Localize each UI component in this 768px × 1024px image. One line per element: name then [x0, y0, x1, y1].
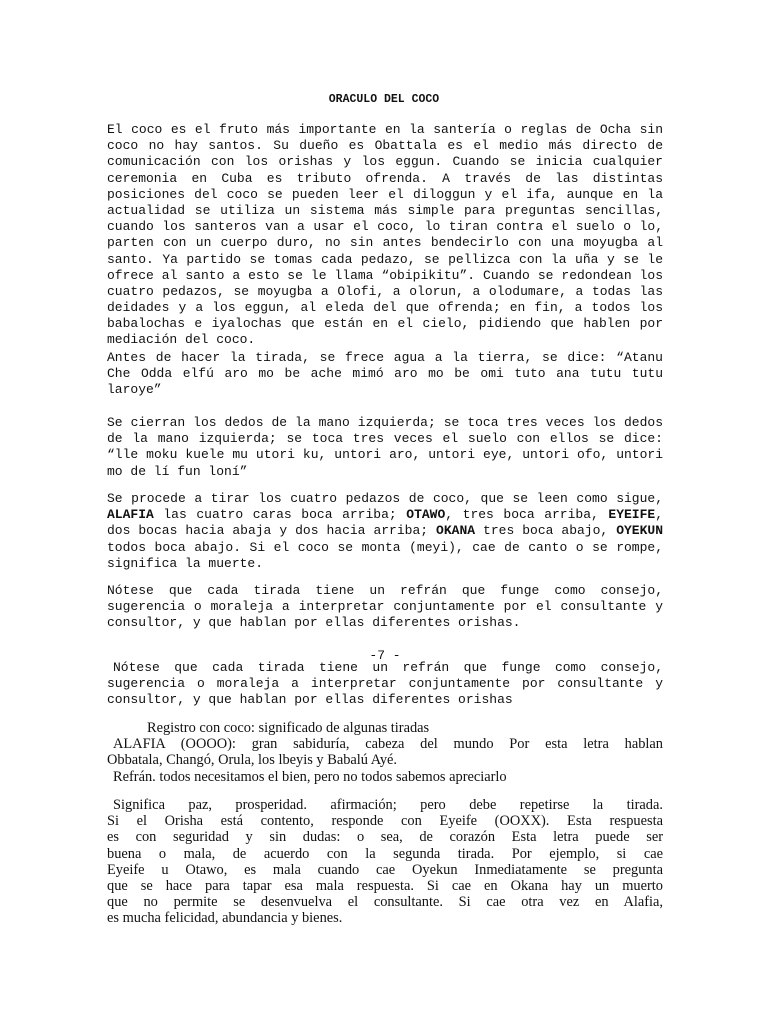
paragraph-dedos: [107, 415, 663, 480]
text-line: significa la muerte.: [107, 555, 264, 571]
text-line: sugerencia o moraleja a interpretar conjuntamente por consultante y: [107, 676, 663, 692]
text-line: ALAFIA las cuatro caras boca arriba; OTAWO, tres boca arriba, EYEIFE,: [107, 507, 663, 523]
text-line: Se procede a tirar los cuatro pedazos de coco, que se leen como sigue,: [107, 491, 663, 506]
alafia-line: Obbatala, Changó, Orula, los lbeyis y Babalú Ayé.: [107, 752, 398, 769]
text-line: Eyeife u Otawo, es mala cuando cae Oyekun Inmediatamente se pregunta: [107, 861, 663, 878]
text-line: Si el Orisha está contento, responde con Eyeife (OOXX). Esta respuesta: [107, 813, 663, 830]
text-line: parten con un cuerpo duro, no sin antes bendecirlo con una moyugba al: [107, 235, 663, 251]
text-line: es mucha felicidad, abundancia y bienes.: [107, 910, 343, 927]
text-line: coco no hay santos. Su dueño es Obattala es el medio más directo de: [107, 138, 663, 154]
text-line: deidades y a los eggun, al eleda del que ofrenda; en fin, a todos los: [107, 300, 663, 316]
text-line: Nótese que cada tirada tiene un refrán que funge como consejo,: [113, 660, 663, 675]
text-line: Significa paz, prosperidad. afirmación; pero debe repetirse la tirada.: [113, 797, 663, 813]
paragraph-refran: [107, 583, 663, 632]
text-line: ceremonia en Cuba es tributo ofrenda. A través de las distintas: [107, 170, 663, 186]
text-line: laroye”: [107, 382, 162, 398]
term-oyekun: OYEKUN: [616, 523, 663, 539]
text-line: El coco es el fruto más importante en la santería o reglas de Ocha sin: [107, 122, 663, 137]
term-otawo: OTAWO: [406, 507, 446, 523]
paragraph-refran-repeat: [107, 660, 663, 709]
text-line: “lle moku kuele mu utori ku, untori aro, untori eye, untori ofo, untori: [107, 447, 663, 463]
text-line: comunicación con los orishas y los eggun. Cuando se inicia cualquier: [107, 154, 663, 170]
text-line: sugerencia o moraleja a interpretar conjuntamente por el consultante y: [107, 599, 663, 615]
text-line: cuatro pedazos, se moyugba a Olofi, a olorun, a olodumare, a todas las: [107, 283, 663, 299]
registro-section: [107, 720, 663, 785]
text-line: que se hace para tapar esa mala respuesta. Si cae en Okana hay un muerto: [107, 877, 663, 894]
text-line: que no permite se desenvuelva el consultante. Si cae otra vez en Alafia,: [107, 894, 663, 911]
registro-heading: Registro con coco: significado de algunas tiradas: [147, 720, 430, 736]
paragraph-tirada: [107, 350, 663, 399]
text-line: actualidad se utiliza un sistema más simple para preguntas sencillas,: [107, 202, 663, 218]
text-line: posiciones del coco se pueden leer el diloggun y el ifa, aunque en la: [107, 186, 663, 202]
text-line: consultor, y que hablan por ellas diferentes orishas: [107, 692, 513, 708]
text-line: Antes de hacer la tirada, se frece agua a la tierra, se dice: “Atanu: [107, 350, 663, 365]
text-line: Se cierran los dedos de la mano izquierda; se toca tres veces los dedos: [107, 415, 663, 430]
paragraph-pedazos: [107, 491, 663, 572]
text-line: dos bocas hacia abaja y dos hacia arriba; OKANA tres boca abajo, OYEKUN: [107, 523, 663, 539]
page-title: ORACULO DEL COCO: [328, 93, 440, 106]
text-line: mo de lí fun loní”: [107, 463, 248, 479]
term-alafia: ALAFIA: [107, 507, 154, 523]
text-line: Nótese que cada tirada tiene un refrán que funge como consejo,: [107, 583, 663, 598]
text-line: todos boca abajo. Si el coco se monta (meyi), cae de canto o se rompe,: [107, 539, 663, 555]
term-okana: OKANA: [436, 523, 476, 539]
term-eyeife: EYEIFE: [608, 507, 656, 523]
text-line: babalochas e iyalochas que están en el cielo, pidiendo que hablen por: [107, 316, 663, 332]
text-line: es con seguridad y sin dudas: o sea, de corazón Esta letra puede ser: [107, 829, 663, 846]
refran-line: Refrán. todos necesitamos el bien, pero no todos sabemos apreciarlo: [113, 768, 507, 785]
text-line: consultor, y que hablan por ellas diferentes orishas.: [107, 615, 521, 631]
text-line: mediación del coco.: [107, 332, 256, 348]
text-line: cuando los santeros van a usar el coco, lo tiran contra el suelo o lo,: [107, 219, 663, 235]
text-line: ofrece al santo a esto se le llama “obipikitu”. Cuando se redondean los: [107, 267, 663, 283]
page-number: -7 -: [369, 648, 401, 663]
alafia-line: ALAFIA (OOOO): gran sabiduría, cabeza del mundo Por esta letra hablan: [113, 736, 663, 753]
text-line: santo. Ya partido se tomas cada pedazo, se pellizca con la uña y se le: [107, 251, 663, 267]
paragraph-intro: [107, 122, 663, 349]
text-line: de la mano izquierda; se toca tres veces el suelo con ellos se dice:: [107, 431, 663, 447]
text-line: buena o mala, de acuerdo con la segunda tirada. Por ejemplo, si cae: [107, 845, 663, 862]
text-line: Che Odda elfú aro mo be ache mimó aro mo be omi tuto ana tutu tutu: [107, 366, 663, 382]
paragraph-significado: [107, 797, 663, 927]
